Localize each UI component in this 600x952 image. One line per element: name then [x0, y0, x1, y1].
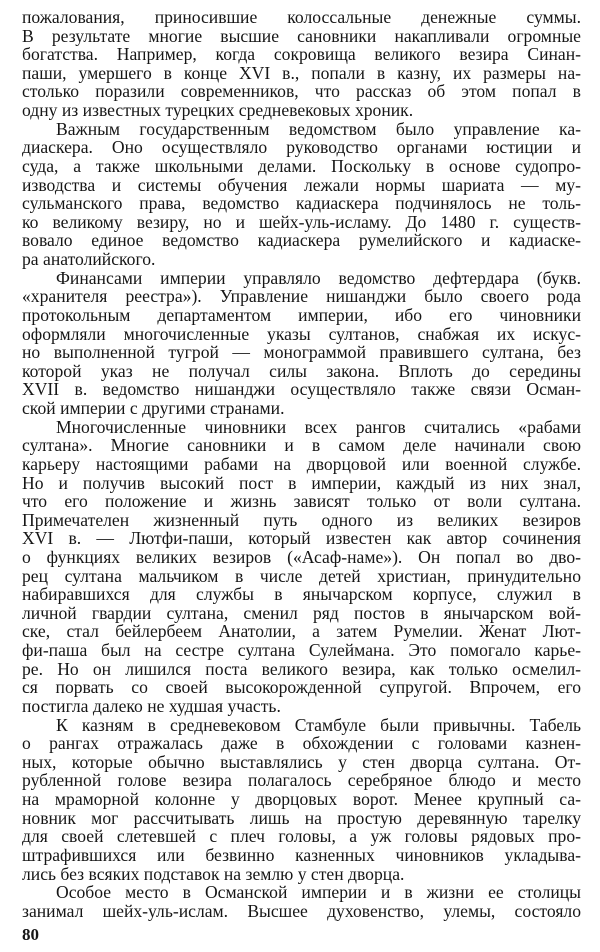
text-line: XVII в. ведомство нишанджи осуществляло также связи Осман- [22, 379, 581, 400]
text-line: о функциях великих везиров («Асаф-наме»). Он попал во дво- [22, 546, 581, 567]
text-line: карьеру настоящими рабами на дворцовой или военной службе. [22, 453, 581, 474]
paragraph-first-line: Финансами империи управляло ведомство дефтердара (букв. [56, 267, 581, 288]
paragraph-first-line: Важным государственным ведомством было управление ка- [56, 118, 581, 139]
text-line: богатства. Например, когда сокровища великого везира Синан- [22, 44, 581, 65]
text-line: султана». Многие сановники и в самом деле начинали свою [22, 435, 581, 456]
text-line: оформляли многочисленные указы султанов, снабжая их искус- [22, 323, 581, 344]
page-number: 80 [22, 925, 39, 944]
text-line: вовало единое ведомство кадиаскера румелийского и кадиаске- [22, 230, 581, 251]
text-line: о рангах отражалась даже в обхождении с головами казнен- [22, 733, 581, 754]
text-line: паши, умершего в конце XVI в., попали в казну, их размеры на- [22, 62, 581, 83]
text-line: ных, которые обычно выставлялись у стен дворца султана. От- [22, 751, 581, 772]
text-line: изводства и системы обучения лежали нормы шариата — му- [22, 174, 581, 195]
text-line: лись без всяких подставок на землю у стен дворца. [22, 863, 405, 884]
text-line: занимал шейх-уль-ислам. Высшее духовенство, улемы, состояло [22, 900, 581, 921]
paragraph-first-line: Особое место в Османской империи и в жизни ее столицы [56, 882, 581, 903]
book-page [22, 0, 581, 952]
text-line: диаскера. Оно осуществляло руководство органами юстиции и [22, 137, 581, 158]
text-line: одну из известных турецких средневековых хроник. [22, 100, 414, 121]
text-line: ской империи с другими странами. [22, 398, 285, 419]
text-line: штрафившихся или безвинно казненных чиновников укладыва- [22, 844, 581, 865]
text-line: но выполненной тугрой — монограммой правившего султана, без [22, 342, 581, 363]
text-line: фи-паша был на сестре султана Сулеймана. Это помогало карье- [22, 640, 581, 661]
text-line: которой указ не получал силы закона. Вплоть до середины [22, 360, 581, 381]
text-line: ко великому везиру, но и шейх-уль-исламу. До 1480 г. существ- [22, 211, 581, 232]
text-line: что его положение и жизнь зависят только от воли султана. [22, 491, 581, 512]
text-line: Примечателен жизненный путь одного из великих везиров [22, 509, 581, 530]
text-line: ре. Но он лишился поста великого везира, как только осмелил- [22, 658, 581, 679]
text-line: «хранителя реестра»). Управление нишанджи было своего рода [22, 286, 581, 307]
text-line: протокольным департаментом империи, ибо его чиновники [22, 304, 581, 325]
text-line: набиравшихся для службы в янычарском корпусе, служил в [22, 584, 581, 605]
text-line: сульманского права, ведомство кадиаскера подчинялось не толь- [22, 193, 581, 214]
text-line: личной гвардии султана, сменил ряд постов в янычарском вой- [22, 602, 581, 623]
text-line: В результате многие высшие сановники накапливали огромные [22, 25, 581, 46]
paragraph-first-line: Многочисленные чиновники всех рангов считались «рабами [56, 416, 581, 437]
text-line: ра анатолийского. [22, 249, 156, 270]
text-line: ске, стал бейлербеем Анатолии, а затем Румелии. Женат Лют- [22, 621, 581, 642]
text-line: столько поразили современников, что рассказ об этом попал в [22, 81, 581, 102]
paragraph-first-line: К казням в средневековом Стамбуле были привычны. Табель [56, 714, 581, 735]
text-line: пожалования, приносившие колоссальные денежные суммы. [22, 7, 581, 27]
text-line: рубленной голове везира полагалось серебряное блюдо и место [22, 770, 581, 791]
text-line: ся порвать со своей высокорожденной супругой. Впрочем, его [22, 677, 581, 698]
text-line: суда, а также школьными делами. Поскольку в основе судопро- [22, 155, 581, 176]
text-line: рец султана мальчиком в числе детей христиан, принудительно [22, 565, 581, 586]
text-line: новник мог рассчитывать лишь на простую деревянную тарелку [22, 807, 581, 828]
text-line: постигла далеко не худшая участь. [22, 695, 281, 716]
text-line: XVI в. — Лютфи-паши, который известен как автор сочинения [22, 528, 581, 549]
text-line: для своей слетевшей с плеч головы, а уж головы рядовых про- [22, 826, 581, 847]
text-line: Но и получив высокий пост в империи, каждый из них знал, [22, 472, 581, 493]
text-line: на мраморной колонне у дворцовых ворот. Менее крупный са- [22, 789, 581, 810]
